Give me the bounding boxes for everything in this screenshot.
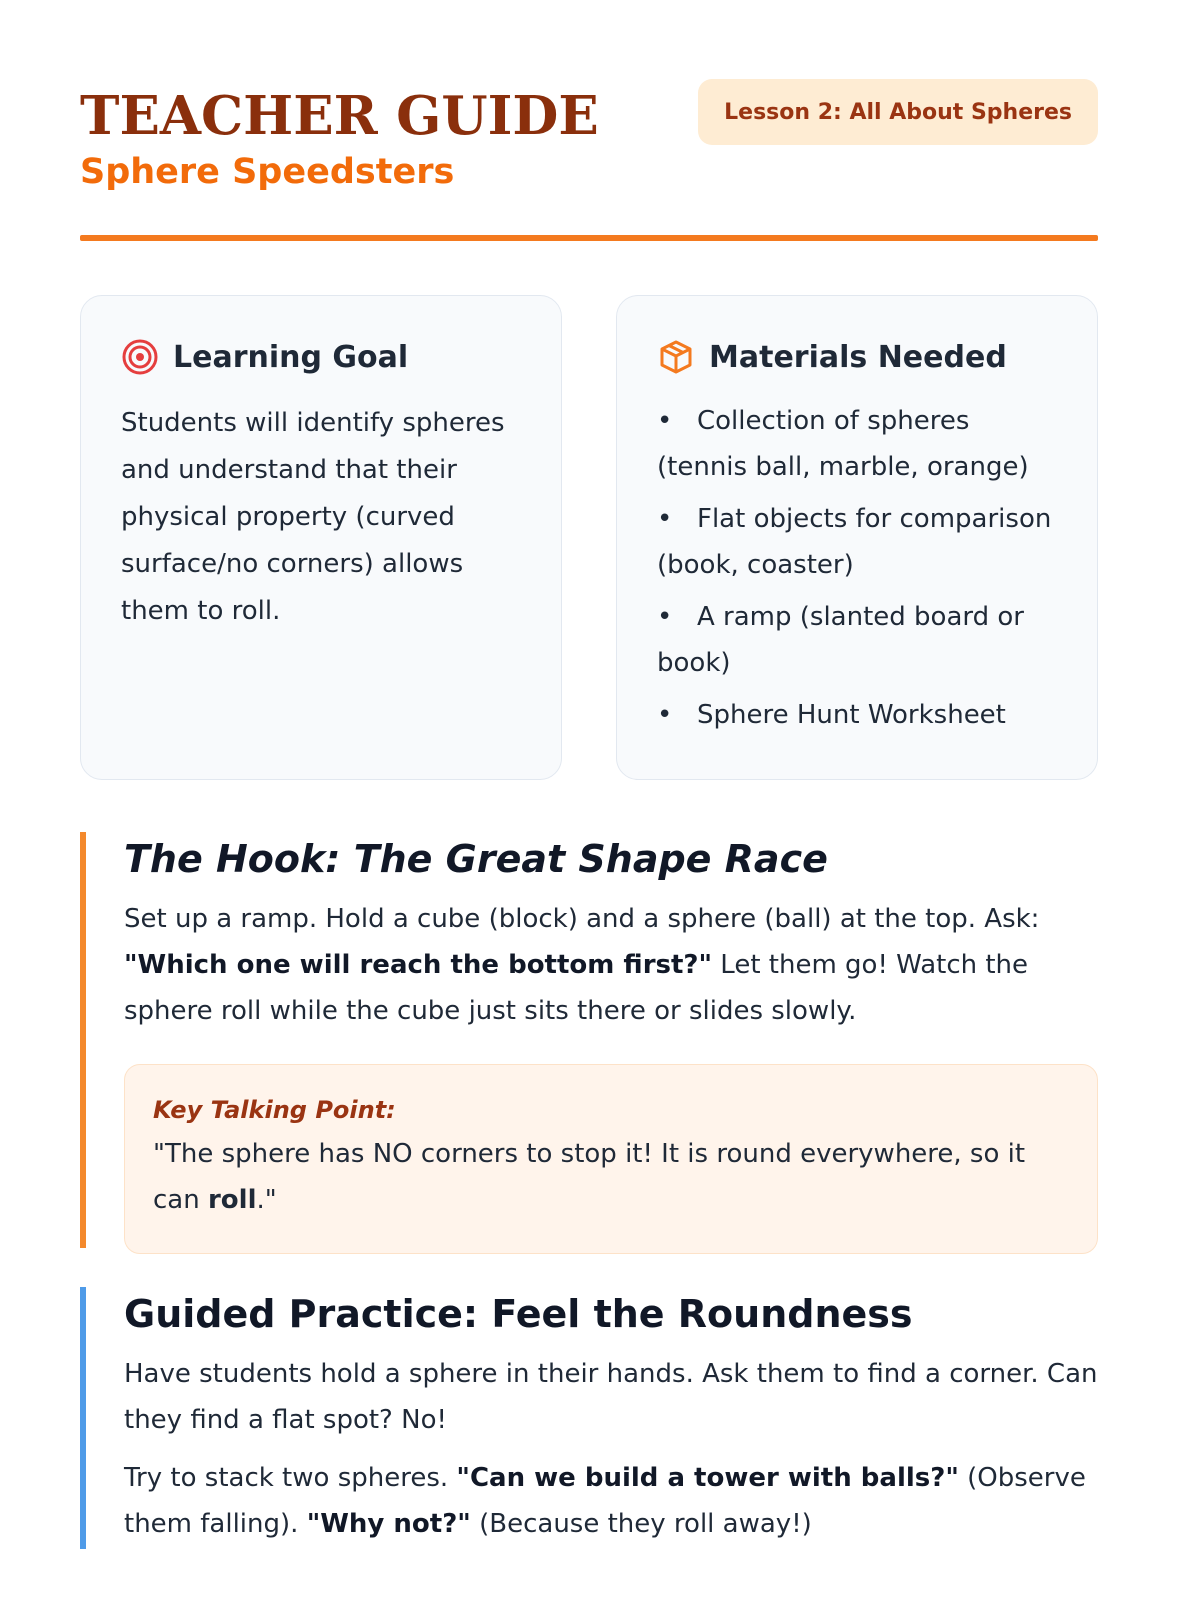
learning-goal-header [121, 332, 521, 382]
list-item: • A ramp (slanted board or book) [657, 594, 1057, 686]
bullet-icon: • [657, 406, 673, 436]
page-title: TEACHER GUIDE [80, 85, 599, 147]
hook-text: Set up a ramp. Hold a cube (block) and a sphere (ball) at the top. Ask: "Which one will reach the bottom first?" Let them go! Watch the sphere roll while the cube just sits there or slides slowly. [124, 904, 1040, 1026]
lesson-badge-label: Lesson 2: All About Spheres [724, 99, 1072, 125]
learning-goal-title: Learning Goal [173, 339, 409, 375]
key-talking-point-callout [124, 1064, 1098, 1254]
box-icon [657, 338, 695, 376]
guided-paragraph-1: Have students hold a sphere in their hands. Ask them to find a corner. Can they find a flat spot? No! [124, 1359, 1098, 1435]
learning-goal-card [80, 295, 562, 780]
list-item: • Flat objects for comparison (book, coaster) [657, 496, 1057, 588]
bullet-icon: • [657, 504, 673, 534]
learning-goal-text: Students will identify spheres and understand that their physical property (curved surface/no corners) allows them to roll. [121, 408, 505, 626]
callout-label: Key Talking Point: [153, 1096, 396, 1124]
guided-title: Guided Practice: Feel the Roundness [124, 1292, 913, 1336]
materials-list [657, 398, 1057, 738]
hook-title: The Hook: The Great Shape Race [124, 837, 828, 881]
target-icon [121, 338, 159, 376]
materials-title: Materials Needed [709, 339, 1007, 375]
lesson-badge [698, 79, 1098, 145]
list-item: • Collection of spheres (tennis ball, marble, orange) [657, 398, 1057, 490]
teacher-guide-page [80, 0, 1098, 1600]
hook-section [80, 832, 1098, 1248]
list-item: • Sphere Hunt Worksheet [657, 692, 1057, 738]
header-divider [80, 235, 1098, 241]
guided-paragraph-2: Try to stack two spheres. "Can we build a tower with balls?" (Observe them falling). "Why not?" (Because they roll away!) [124, 1463, 1086, 1539]
bullet-icon: • [657, 602, 673, 632]
guided-practice-section [80, 1287, 1098, 1549]
materials-header [657, 332, 1057, 382]
bullet-icon: • [657, 700, 673, 730]
callout-text: "The sphere has NO corners to stop it! It is round everywhere, so it can roll." [153, 1139, 1026, 1215]
page-subtitle: Sphere Speedsters [80, 152, 455, 192]
materials-card [616, 295, 1098, 780]
hook-accent-bar [80, 832, 86, 1248]
guided-accent-bar [80, 1287, 86, 1549]
